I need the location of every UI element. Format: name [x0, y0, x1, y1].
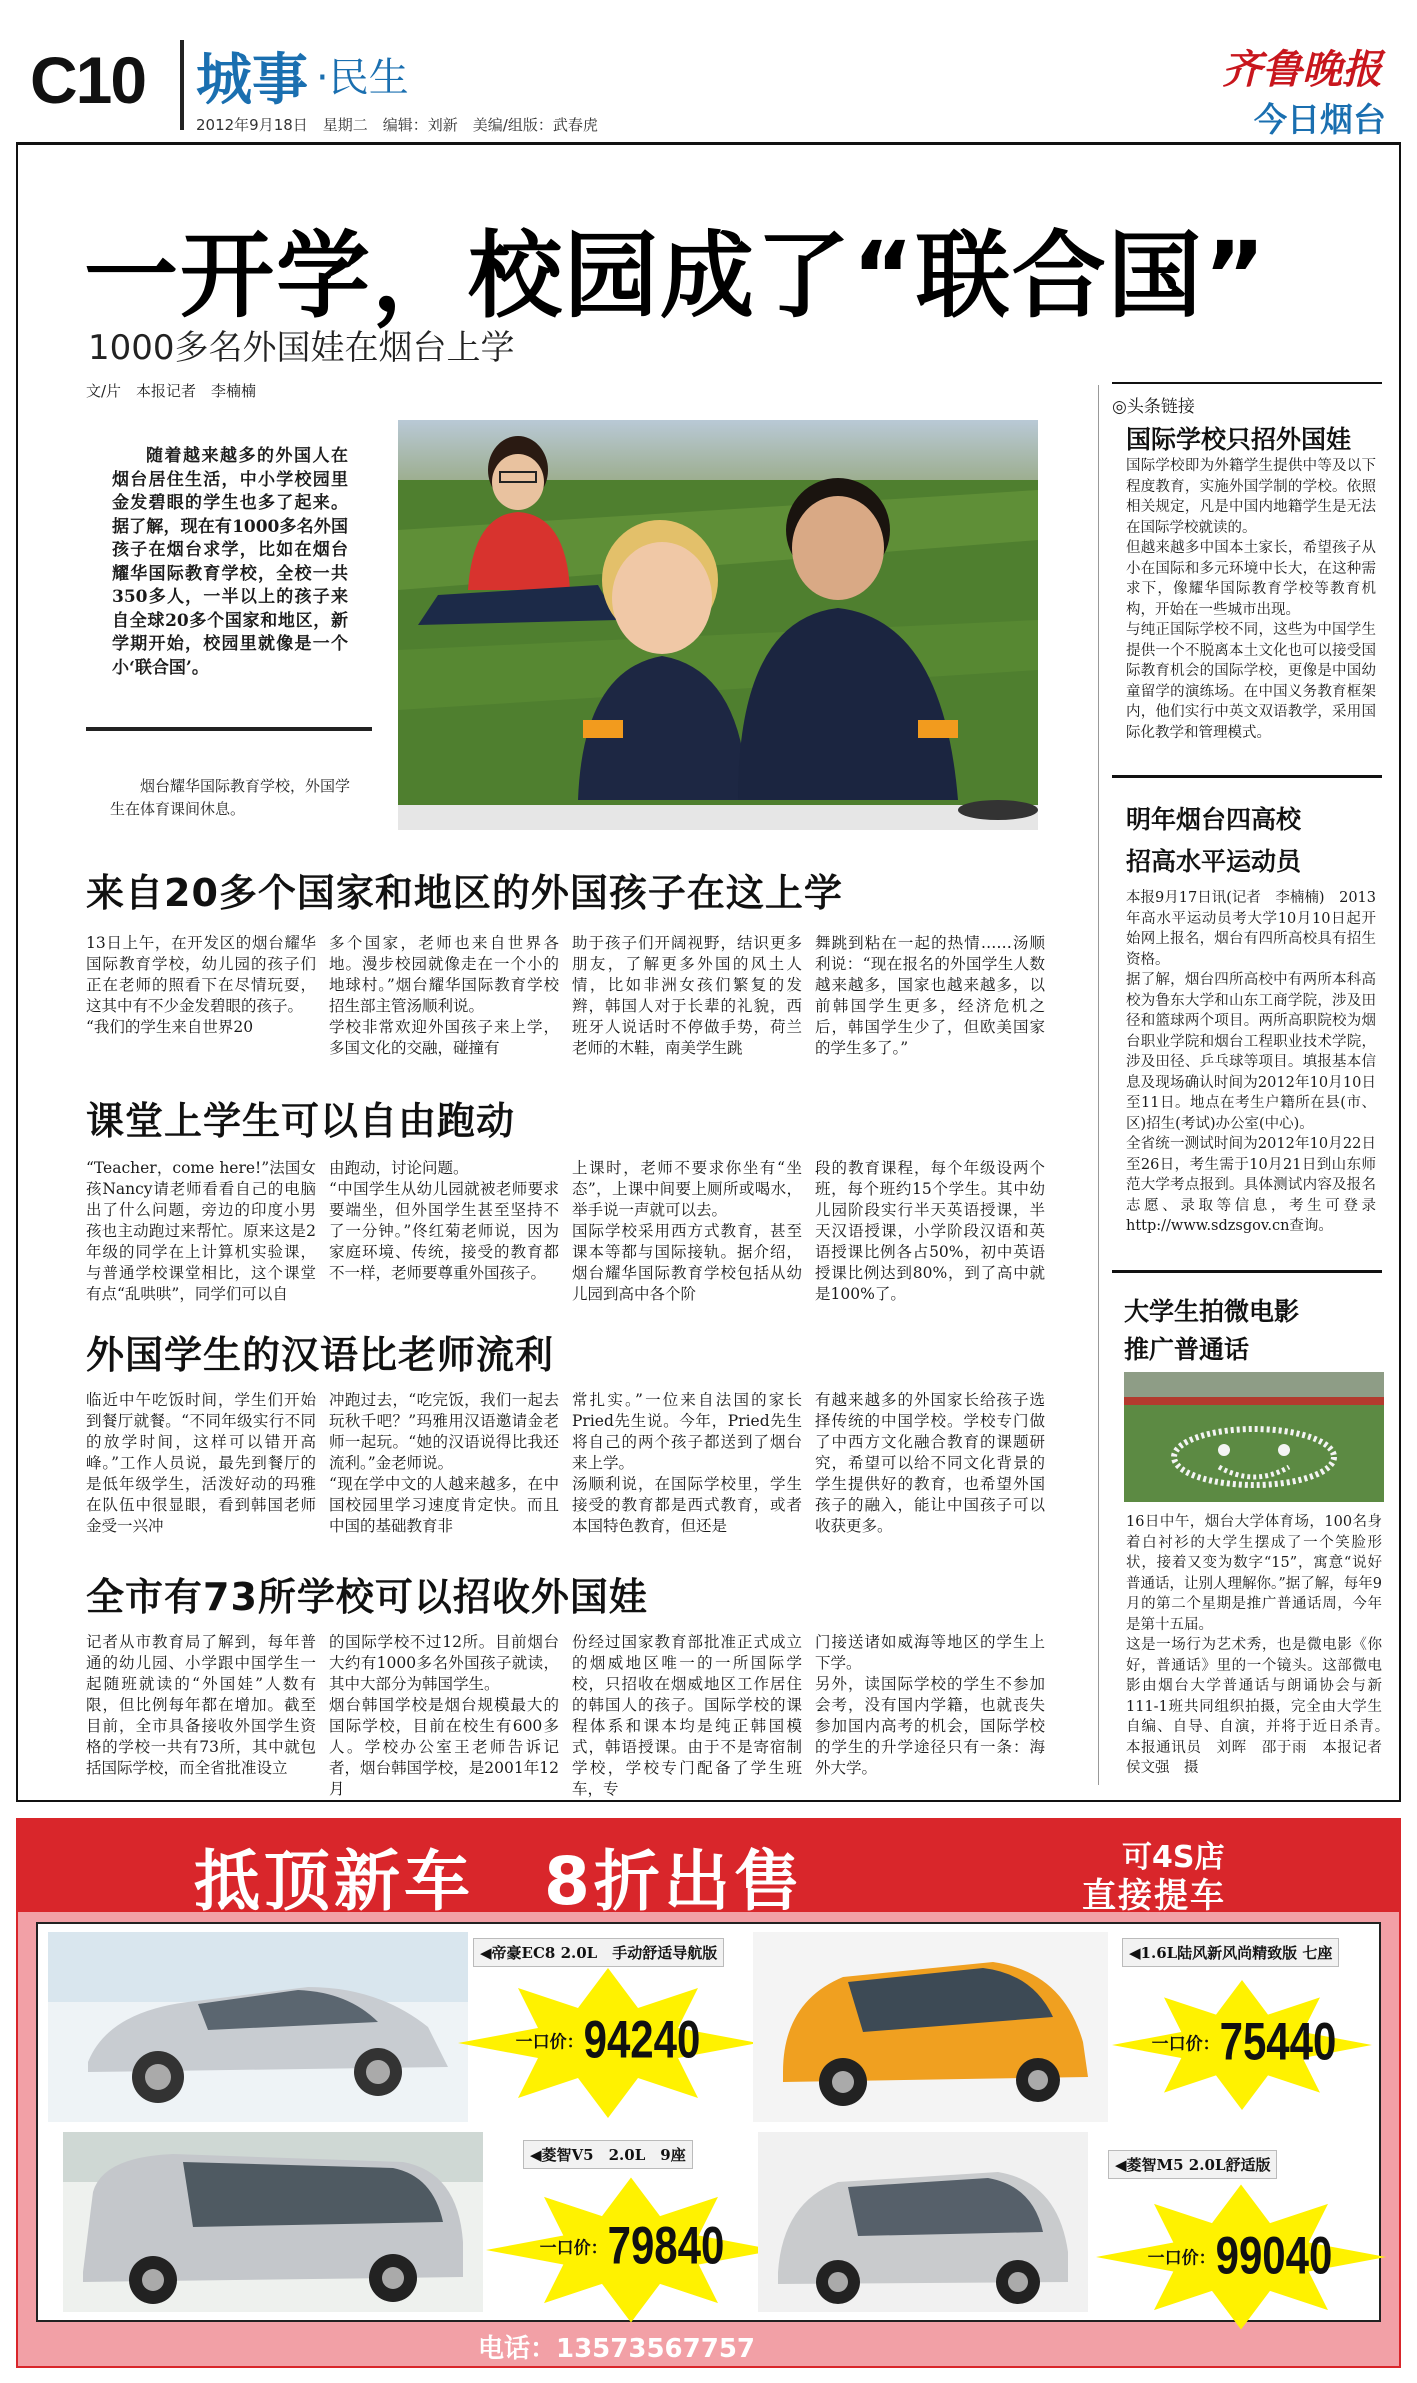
car-photo-4 [758, 2132, 1088, 2312]
section1-col2: 多个国家，老师也来自世界各地。漫步校园就像走在一个小的地球村。”烟台耀华国际教育学校招生部主管汤顺利说。 学校非常欢迎外国孩子来上学，多国文化的交融，碰撞有 [329, 934, 559, 1057]
section-heading-4: 全市有73所学校可以招收外国娃 [86, 1575, 648, 1619]
section-title: 城事 [196, 48, 308, 113]
section1-col4: 舞跳到粘在一起的热情……汤顺利说：“现在报名的外国学生人数越来越多，国家也越来越多，以前韩国学生更多，经济危机之后，韩国学生少了，但欧美国家的学生多了。” [815, 934, 1045, 1057]
page-number: C10 [30, 43, 146, 117]
section4-col4: 门接送诸如威海等地区的学生上下学。 另外，读国际学校的学生不参加会考，没有国内学籍，也就丧失参加国内高考的机会，国际学校的学生的升学途径只有一条：海外大学。 [815, 1633, 1045, 1777]
sidebar-rule-1 [1112, 775, 1382, 778]
section3-col4: 有越来越多的外国家长给孩子选择传统的中国学校。学校专门做了中西方文化融合教育的课题研究，希望可以给不同文化背景的学生提供好的教育，也希望外国孩子的融入，能让中国孩子可以收获更多。 [815, 1391, 1045, 1535]
section3-col3: 常扎实。”一位来自法国的家长Pried先生说。今年，Pried先生将自己的两个孩子都送到了烟台来上学。 汤顺利说，在国际学校里，学生接受的教育都是西式教育，或者本国特色教育，但还是 [572, 1391, 802, 1535]
price-tag-2 [1134, 2012, 1354, 2071]
subsection-title: ·民生 [316, 55, 409, 101]
car-label-3: ◀菱智V5 2.0L 9座 [523, 2140, 693, 2169]
section4-col2: 的国际学校不过12所。目前烟台大约有1000多名外国孩子就读，其中大部分为韩国学生。 烟台韩国学校是烟台规模最大的国际学校，目前在校生有600多人。学校办公室王老师告诉记者，烟台韩国学校，是2001年12月 [329, 1633, 559, 1798]
section-heading-1: 来自20多个国家和地区的外国孩子在这上学 [86, 871, 843, 915]
car-photo-1 [48, 1932, 468, 2122]
mpv-grey-illustration [758, 2132, 1088, 2312]
sidebar-rule-2 [1112, 1270, 1382, 1273]
ad-headline: 抵顶新车 8折出售 [194, 1843, 804, 1920]
frame-left [16, 142, 18, 1802]
section4-col1: 记者从市教育局了解到，每年普通的幼儿园、小学跟中国学生一起随班就读的“外国娃”人数有限，但比例每年都在增加。截至目前，全市具备接收外国学生资格的学校一共有73所，其中就包括国际学校，而全省批准设立 [86, 1633, 316, 1777]
photo-caption: 烟台耀华国际教育学校，外国学生在体育课间休息。 [110, 777, 351, 818]
sidebar-title-1: 国际学校只招外国娃 [1126, 425, 1352, 454]
ad-side-line2: 直接提车 [1082, 1876, 1226, 1916]
frame-right [1399, 142, 1401, 1802]
car-label-2: ◀1.6L陆风新风尚精致版 七座 [1122, 1938, 1339, 1967]
lead-photo [398, 420, 1038, 830]
car-ad [16, 1818, 1401, 2368]
students-photo-illustration [398, 420, 1038, 830]
header-rule [16, 142, 1401, 145]
price-value-1: 94240 [583, 2010, 701, 2069]
price-label-1: 一口价： [515, 2032, 584, 2053]
paper-name: 齐鲁晚报 [1222, 46, 1382, 93]
sidebar-photo [1124, 1372, 1384, 1502]
lead-byline: 文/片 本报记者 李楠楠 [86, 382, 257, 400]
price-value-4: 99040 [1215, 2226, 1333, 2285]
section2-col2: 由跑动，讨论问题。 “中国学生从幼儿园就被老师要求要端坐，但外国学生甚至坚持不了一分钟。”佟红菊老师说，因为家庭环境、传统，接受的教育都不一样，老师要尊重外国孩子。 [329, 1159, 559, 1282]
price-value-3: 79840 [607, 2216, 725, 2275]
sidebar-text-2: 本报9月17日讯(记者 李楠楠) 2013年高水平运动员考大学10月10日起开始网上报名，烟台有四所高校具有招生资格。 据了解，烟台四所高校中有两所本科高校为鲁东大学和山东工商学院，涉及田径和篮球两个项目。两所高职院校为烟台职业学院和烟台工程职业技术学院，涉及田径、乒乓球等项目。填报基本信息及现场确认时间为2012年10月10日至11日。地点在考生户籍所在县(市、区)招生(考试)办公室(中心)。 全省统一测试时间为2012年10月22日至26日，考生需于10月21日到山东师范大学考点报到。具体测试内容及报名志愿、录取等信息，考生可登录http://www.sdzsgov.cn查询。 [1126, 890, 1376, 1234]
section3-col2: 冲跑过去，“吃完饭，我们一起去玩秋千吧？”玛雅用汉语邀请金老师一起玩。“她的汉语说得比我还流利。”金老师说。 “现在学中文的人越来越多，在中国校园里学习速度肯定快。而且中国的基础教育非 [329, 1391, 559, 1535]
sidebar-title-2a: 明年烟台四高校 [1126, 805, 1302, 834]
price-label-2: 一口价： [1151, 2034, 1220, 2055]
section-heading-3: 外国学生的汉语比老师流利 [86, 1333, 555, 1377]
car-photo-2 [753, 1932, 1108, 2122]
section2-col4: 段的教育课程，每个年级设两个班，每个班约15个学生。其中幼儿园阶段实行半天英语授课，半天汉语授课，小学阶段汉语和英语授课比例各占50%，初中英语授课比例达到80%，到了高中就是100%了。 [815, 1159, 1045, 1303]
sidebar-title-3b: 推广普通话 [1124, 1335, 1250, 1364]
sidebar-box-2 [1112, 790, 1382, 1290]
intro-rule [86, 727, 372, 731]
price-label-3: 一口价： [539, 2238, 608, 2259]
date-line: 2012年9月18日 星期二 编辑：刘新 美编/组版：武春虎 [196, 116, 598, 134]
section1-col3: 助于孩子们开阔视野，结识更多朋友，了解更多外国的风土人情，比如非洲女孩们繁复的发辫，韩国人对于长辈的礼貌，西班牙人说话时不停做手势，荷兰老师的木鞋，南美学生跳 [572, 934, 802, 1057]
section2-col1: “Teacher，come here!”法国女孩Nancy请老师看看自己的电脑出了什么问题，旁边的印度小男孩也主动跑过来帮忙。原来这是2年级的同学在上计算机实验课，与普通学校课堂相比，这个课堂有点“乱哄哄”，同学们可以自 [86, 1159, 316, 1303]
section3-col1: 临近中午吃饭时间，学生们开始到餐厅就餐。“不同年级实行不同的放学时间，这样可以错开高峰。”工作人员说，最先到餐厅的是低年级学生，活泼好动的玛雅在队伍中很显眼，看到韩国老师金受一兴冲 [86, 1391, 316, 1535]
car-label-1: ◀帝豪EC8 2.0L 手动舒适导航版 [473, 1938, 724, 1967]
sidebar-title-3a: 大学生拍微电影 [1124, 1297, 1300, 1326]
sidebar-box-3 [1112, 1280, 1382, 1780]
sidebar-title-2b: 招高水平运动员 [1126, 847, 1302, 876]
section-heading-2: 课堂上学生可以自由跑动 [86, 1099, 516, 1143]
frame-bottom [16, 1800, 1401, 1802]
page-header [0, 0, 1417, 140]
sidebar-text-1: 国际学校即为外籍学生提供中等及以下程度教育，实施外国学制的学校。依照相关规定，凡是中国内地籍学生是无法在国际学校就读的。 但越来越多中国本土家长，希望孩子从小在国际和多元环境中长大，在这种需求下，像耀华国际教育学校等教育机构，开始在一些城市出现。 与纯正国际学校不同，这些为中国学生提供一个不脱离本土文化也可以接受国际教育机会的国际学校，更像是中国幼童留学的演练场。在中国义务教育框架内，他们实行中英文双语教学，采用国际化教学和管理模式。 [1126, 458, 1376, 741]
mpv-silver-illustration [63, 2132, 483, 2312]
lead-subheadline: 1000多名外国娃在烟台上学 [88, 328, 515, 368]
minivan-orange-illustration [753, 1932, 1108, 2122]
section4-col3: 份经过国家教育部批准正式成立的烟威地区唯一的一所国际学校，只招收在烟威地区工作居住的韩国人的孩子。国际学校的课程体系和课本均是纯正韩国模式，韩语授课。由于不是寄宿制学校，学校专门配备了学生班车，专 [572, 1633, 802, 1798]
ad-phone: 电话：13573567757 [478, 2334, 755, 2364]
lead-headline: 一开学，校园成了“联合国” [84, 222, 1268, 331]
price-label-4: 一口价： [1147, 2248, 1216, 2269]
sedan-illustration [48, 1932, 468, 2122]
price-tag-3 [522, 2216, 742, 2275]
ad-side-line1: 可4S店 [1122, 1840, 1225, 1875]
price-value-2: 75440 [1219, 2012, 1337, 2071]
section2-col3: 上课时，老师不要求你坐有“坐态”，上课中间要上厕所或喝水，举手说一声就可以去。 国际学校采用西方式教育，甚至课本等都与国际接轨。据介绍，烟台耀华国际教育学校包括从幼儿园到高中各个阶 [572, 1159, 802, 1303]
car-photo-3 [63, 2132, 483, 2312]
column-rule [1098, 385, 1099, 1785]
lead-intro: 随着越来越多的外国人在烟台居住生活，中小学校园里金发碧眼的学生也多了起来。据了解，现在有1000多名外国孩子在烟台求学，比如在烟台耀华国际教育学校，全校一共350多人，一半以上的孩子来自全球20多个国家和地区，新学期开始，校园里就像是一个小‘联合国’。 [112, 446, 348, 678]
header-divider [180, 40, 184, 130]
section1-col1: 13日上午，在开发区的烟台耀华国际教育学校，幼儿园的孩子们正在老师的照看下在尽情玩耍，这其中有不少金发碧眼的孩子。 “我们的学生来自世界20 [86, 934, 316, 1036]
sidebar-kicker: ◎头条链接 [1112, 397, 1195, 417]
stadium-photo-illustration [1124, 1372, 1384, 1502]
car-label-4: ◀菱智M5 2.0L舒适版 [1108, 2150, 1277, 2179]
price-tag-4 [1130, 2226, 1350, 2285]
price-tag-1 [498, 2010, 718, 2069]
sidebar-box-1 [1112, 382, 1382, 762]
edition-name: 今日烟台 [1254, 100, 1386, 139]
sidebar-text-3: 16日中午，烟台大学体育场，100名身着白衬衫的大学生摆成了一个笑脸形状，接着又变为数字“15”，寓意“说好普通话，让别人理解你。”据了解，每年9月的第二个星期是推广普通话周，今年是第十五届。 这是一场行为艺术秀，也是微电影《你好，普通话》里的一个镜头。这部微电影由烟台大学普通话与朗诵协会与新111-1班共同组织拍摄，完全由大学生自编、自导、自演，并将于近日杀青。 本报通讯员 刘晖 邵于雨 本报记者 侯文强 摄 [1126, 1514, 1382, 1776]
